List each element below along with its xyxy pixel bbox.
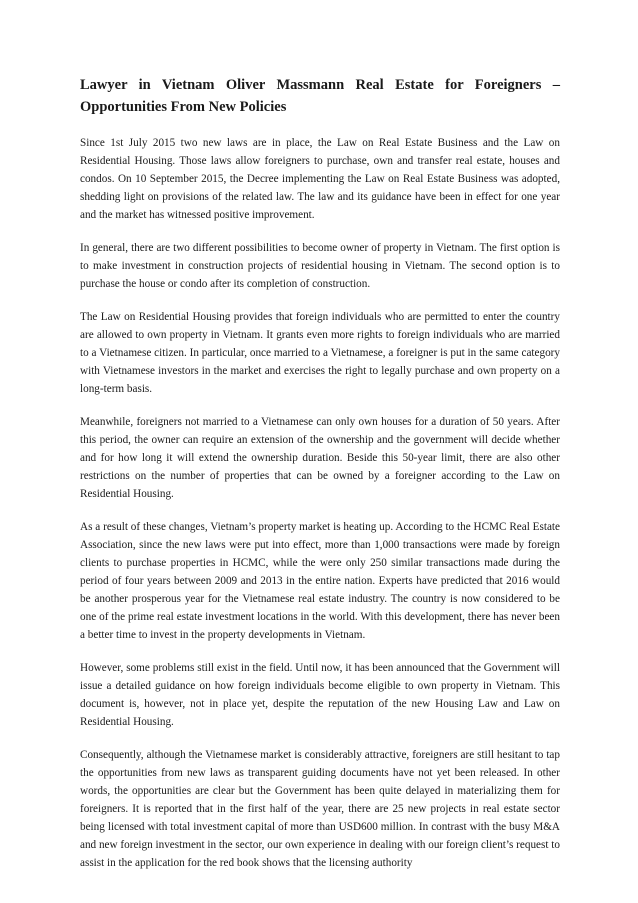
paragraph-3: The Law on Residential Housing provides that foreign individuals who are permitted to enter the country are allowed to own property in Vietnam. It grants even more rights to foreign individuals who are married to a Vietnamese citizen. In particular, once married to a Vietnamese, a foreigner is put in the same category with Vietnamese investors in the market and exercises the right to legally purchase and own property on a long-term basis.	[80, 311, 560, 395]
paragraph-7: Consequently, although the Vietnamese market is considerably attractive, foreigners are still hesitant to tap the opportunities from new laws as transparent guiding documents have not yet been released. In other words, the opportunities are clear but the Government has been quite delayed in materializing them for foreigners. It is reported that in the first half of the year, there are 25 new projects in real estate sector being licensed with total investment capital of more than USD600 million. In contrast with the busy M&A and new foreign investment in the sector, our own experience in dealing with our foreign client’s request to assist in the application for the red book shows that the licensing authority	[80, 749, 560, 869]
paragraph-6: However, some problems still exist in the field. Until now, it has been announced that the Government will issue a detailed guidance on how foreign individuals become eligible to own property in Vietnam. This document is, however, not in place yet, despite the reputation of the new Housing Law and Law on Residential Housing.	[80, 662, 560, 728]
document-title: Lawyer in Vietnam Oliver Massmann Real Estate for Foreigners – Opportunities From New Policies	[80, 77, 560, 115]
paragraph-5: As a result of these changes, Vietnam’s property market is heating up. According to the HCMC Real Estate Association, since the new laws were put into effect, more than 1,000 transactions were made by foreign clients to purchase properties in HCMC, while the were only 250 similar transactions made during the period of four years between 2009 and 2013 in the entire nation. Experts have predicted that 2016 would be another prosperous year for the Vietnamese real estate industry. The country is now considered to be one of the prime real estate investment locations in the world. With this development, there has never been a better time to invest in the property developments in Vietnam.	[80, 521, 560, 641]
paragraph-1: Since 1st July 2015 two new laws are in place, the Law on Real Estate Business and the Law on Residential Housing. Those laws allow foreigners to purchase, own and transfer real estate, houses and condos. On 10 September 2015, the Decree implementing the Law on Real Estate Business was adopted, shedding light on provisions of the related law. The law and its guidance have been in effect for one year and the market has witnessed positive improvement.	[80, 137, 560, 221]
paragraph-2: In general, there are two different possibilities to become owner of property in Vietnam. The first option is to make investment in construction projects of residential housing in Vietnam. The second option is to purchase the house or condo after its completion of construction.	[80, 242, 560, 290]
paragraph-4: Meanwhile, foreigners not married to a Vietnamese can only own houses for a duration of 50 years. After this period, the owner can require an extension of the ownership and the government will decide whether and for how long it will extend the ownership duration. Beside this 50-year limit, there are also other restrictions on the number of properties that can be owned by a foreigner according to the Law on Residential Housing.	[80, 416, 560, 500]
document-body	[80, 74, 560, 887]
